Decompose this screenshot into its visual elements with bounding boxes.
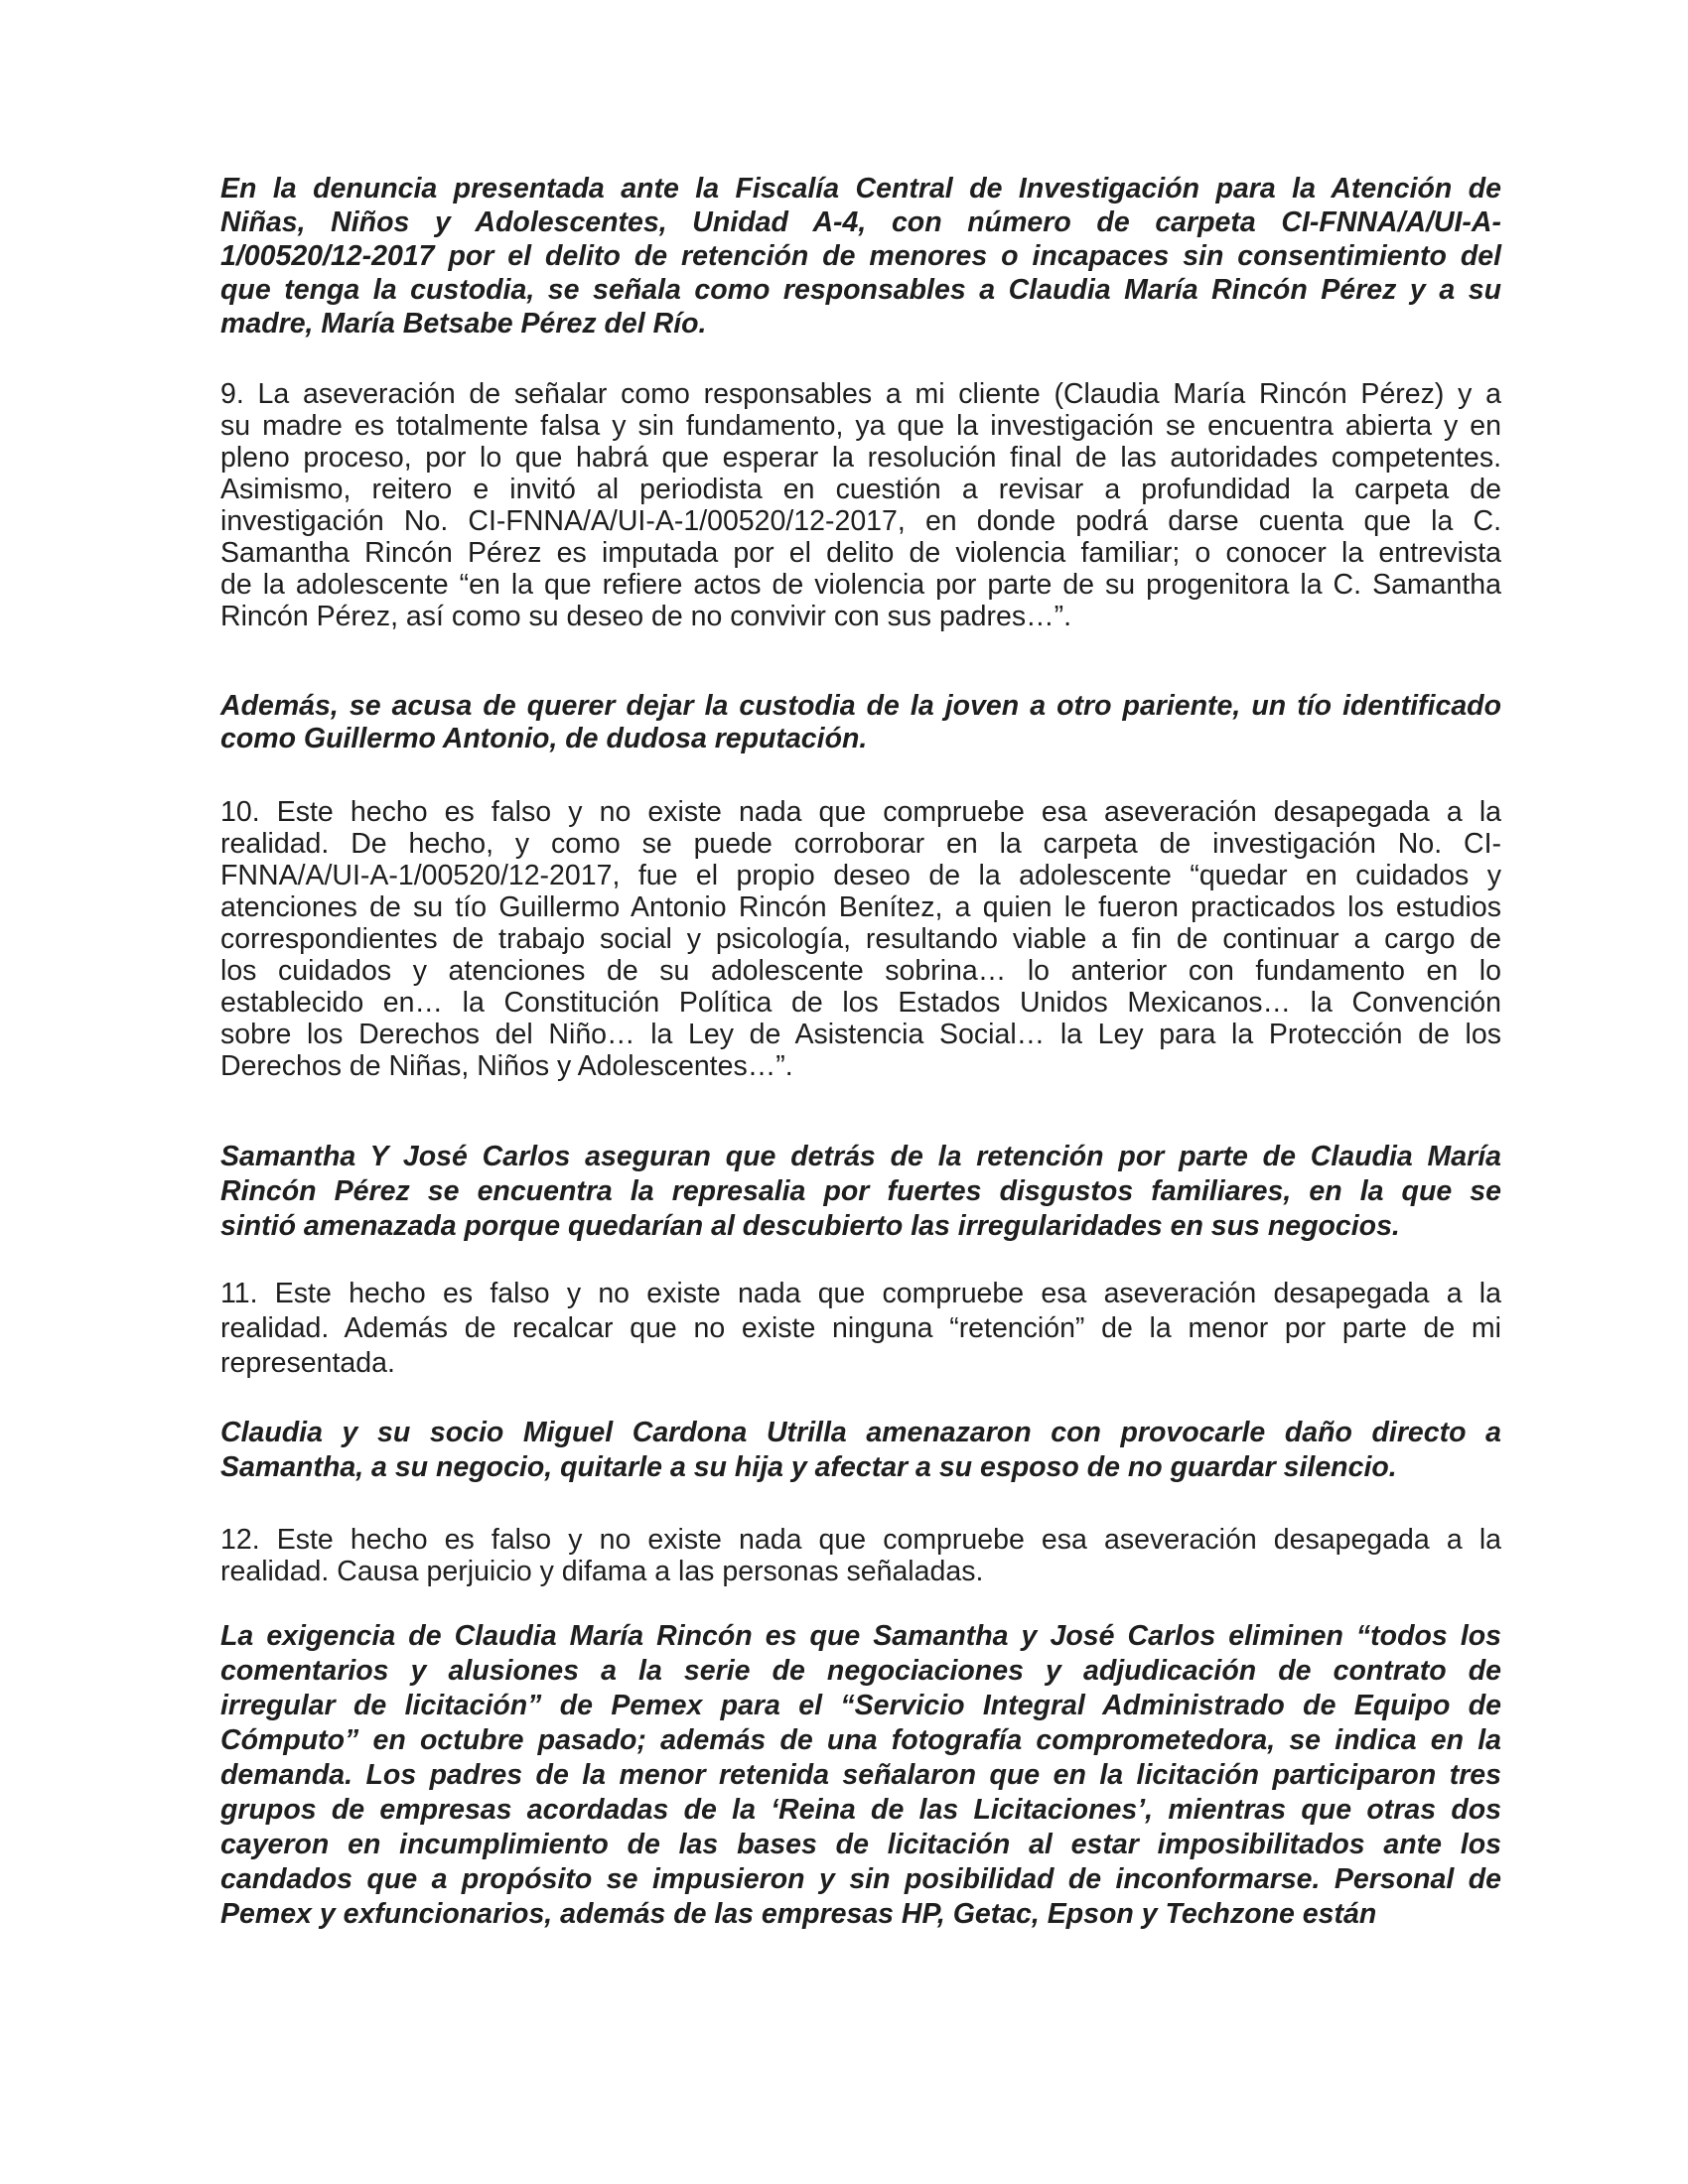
text-line: pleno proceso, por lo que habrá que esperar la resolución final de las autoridades competentes. xyxy=(220,442,1501,474)
text-line: grupos de empresas acordadas de la ‘Reina de las Licitaciones’, mientras que otras dos xyxy=(220,1794,1501,1826)
text-line: candados que a propósito se impusieron y sin posibilidad de inconformarse. Personal de xyxy=(220,1863,1501,1895)
text-line: representada. xyxy=(220,1347,395,1379)
text-line: Rincón Pérez, así como su deseo de no convivir con sus padres…”. xyxy=(220,601,1072,632)
text-line: realidad. Además de recalcar que no existe ninguna “retención” de la menor por parte de mi xyxy=(220,1312,1501,1344)
text-line: Samantha, a su negocio, quitarle a su hija y afectar a su esposo de no guardar silencio. xyxy=(220,1451,1397,1483)
text-line: los cuidados y atenciones de su adolescente sobrina… lo anterior con fundamento en lo xyxy=(220,955,1501,987)
text-line: Pemex y exfuncionarios, además de las empresas HP, Getac, Epson y Techzone están xyxy=(220,1898,1377,1930)
text-line: 1/00520/12-2017 por el delito de retención de menores o incapaces sin consentimiento del xyxy=(220,240,1501,272)
paragraph-point-9 xyxy=(220,378,1501,632)
text-line: Asimismo, reitero e invitó al periodista en cuestión a revisar a profundidad la carpeta de xyxy=(220,474,1501,505)
text-line: su madre es totalmente falsa y sin fundamento, ya que la investigación se encuentra abierta y en xyxy=(220,410,1501,442)
text-line: atenciones de su tío Guillermo Antonio Rincón Benítez, a quien le fueron practicados los estudios xyxy=(220,891,1501,923)
paragraph-quote-exigencia xyxy=(220,1619,1501,1932)
text-line: FNNA/A/UI-A-1/00520/12-2017, fue el propio deseo de la adolescente “quedar en cuidados y xyxy=(220,860,1501,891)
text-line: Niñas, Niños y Adolescentes, Unidad A-4, con número de carpeta CI-FNNA/A/UI-A- xyxy=(220,206,1501,238)
text-line: Derechos de Niñas, Niños y Adolescentes…”. xyxy=(220,1050,793,1082)
text-line: madre, María Betsabe Pérez del Río. xyxy=(220,308,707,340)
text-line: 12. Este hecho es falso y no existe nada que compruebe esa aseveración desapegada a la xyxy=(220,1524,1501,1556)
text-line: 9. La aseveración de señalar como responsables a mi cliente (Claudia María Rincón Pérez) y a xyxy=(220,378,1501,410)
text-line: 10. Este hecho es falso y no existe nada que compruebe esa aseveración desapegada a la xyxy=(220,796,1501,828)
text-line: Rincón Pérez se encuentra la represalia por fuertes disgustos familiares, en la que se xyxy=(220,1175,1501,1207)
text-line: Claudia y su socio Miguel Cardona Utrilla amenazaron con provocarle daño directo a xyxy=(220,1417,1501,1448)
paragraph-point-11 xyxy=(220,1277,1501,1381)
text-line: que tenga la custodia, se señala como responsables a Claudia María Rincón Pérez y a su xyxy=(220,274,1501,306)
text-line: como Guillermo Antonio, de dudosa reputación. xyxy=(220,723,868,754)
paragraph-point-12 xyxy=(220,1524,1501,1587)
paragraph-point-10 xyxy=(220,796,1501,1082)
text-line: irregular de licitación” de Pemex para el “Servicio Integral Administrado de Equipo de xyxy=(220,1690,1501,1721)
text-line: demanda. Los padres de la menor retenida señalaron que en la licitación participaron tres xyxy=(220,1759,1501,1791)
text-line: correspondientes de trabajo social y psicología, resultando viable a fin de continuar a cargo de xyxy=(220,923,1501,955)
text-line: comentarios y alusiones a la serie de negociaciones y adjudicación de contrato de xyxy=(220,1655,1501,1687)
text-line: 11. Este hecho es falso y no existe nada que compruebe esa aseveración desapegada a la xyxy=(220,1278,1501,1309)
text-line: establecido en… la Constitución Política de los Estados Unidos Mexicanos… la Convención xyxy=(220,987,1501,1019)
paragraph-quote-represalia xyxy=(220,1140,1501,1244)
text-line: investigación No. CI-FNNA/A/UI-A-1/00520/12-2017, en donde podrá darse cuenta que la C. xyxy=(220,505,1501,537)
text-line: sobre los Derechos del Niño… la Ley de Asistencia Social… la Ley para la Protección de los xyxy=(220,1019,1501,1050)
text-line: cayeron en incumplimiento de las bases de licitación al estar imposibilitados ante los xyxy=(220,1829,1501,1860)
text-line: Además, se acusa de querer dejar la custodia de la joven a otro pariente, un tío identificado xyxy=(220,690,1501,722)
text-line: Samantha Rincón Pérez es imputada por el delito de violencia familiar; o conocer la entrevista xyxy=(220,537,1501,569)
text-line: realidad. Causa perjuicio y difama a las personas señaladas. xyxy=(220,1556,984,1587)
text-line: Samantha Y José Carlos aseguran que detrás de la retención por parte de Claudia María xyxy=(220,1141,1501,1172)
paragraph-quote-amenaza xyxy=(220,1416,1501,1485)
text-line: En la denuncia presentada ante la Fiscalía Central de Investigación para la Atención de xyxy=(220,173,1501,205)
text-line: La exigencia de Claudia María Rincón es que Samantha y José Carlos eliminen “todos los xyxy=(220,1620,1501,1652)
paragraph-quote-custodia xyxy=(220,690,1501,755)
paragraph-quote-denuncia xyxy=(220,172,1501,341)
text-line: Cómputo” en octubre pasado; además de una fotografía comprometedora, se indica en la xyxy=(220,1724,1501,1756)
text-line: sintió amenazada porque quedarían al descubierto las irregularidades en sus negocios. xyxy=(220,1210,1400,1242)
text-line: realidad. De hecho, y como se puede corroborar en la carpeta de investigación No. CI- xyxy=(220,828,1501,860)
text-line: de la adolescente “en la que refiere actos de violencia por parte de su progenitora la C. Samantha xyxy=(220,569,1501,601)
